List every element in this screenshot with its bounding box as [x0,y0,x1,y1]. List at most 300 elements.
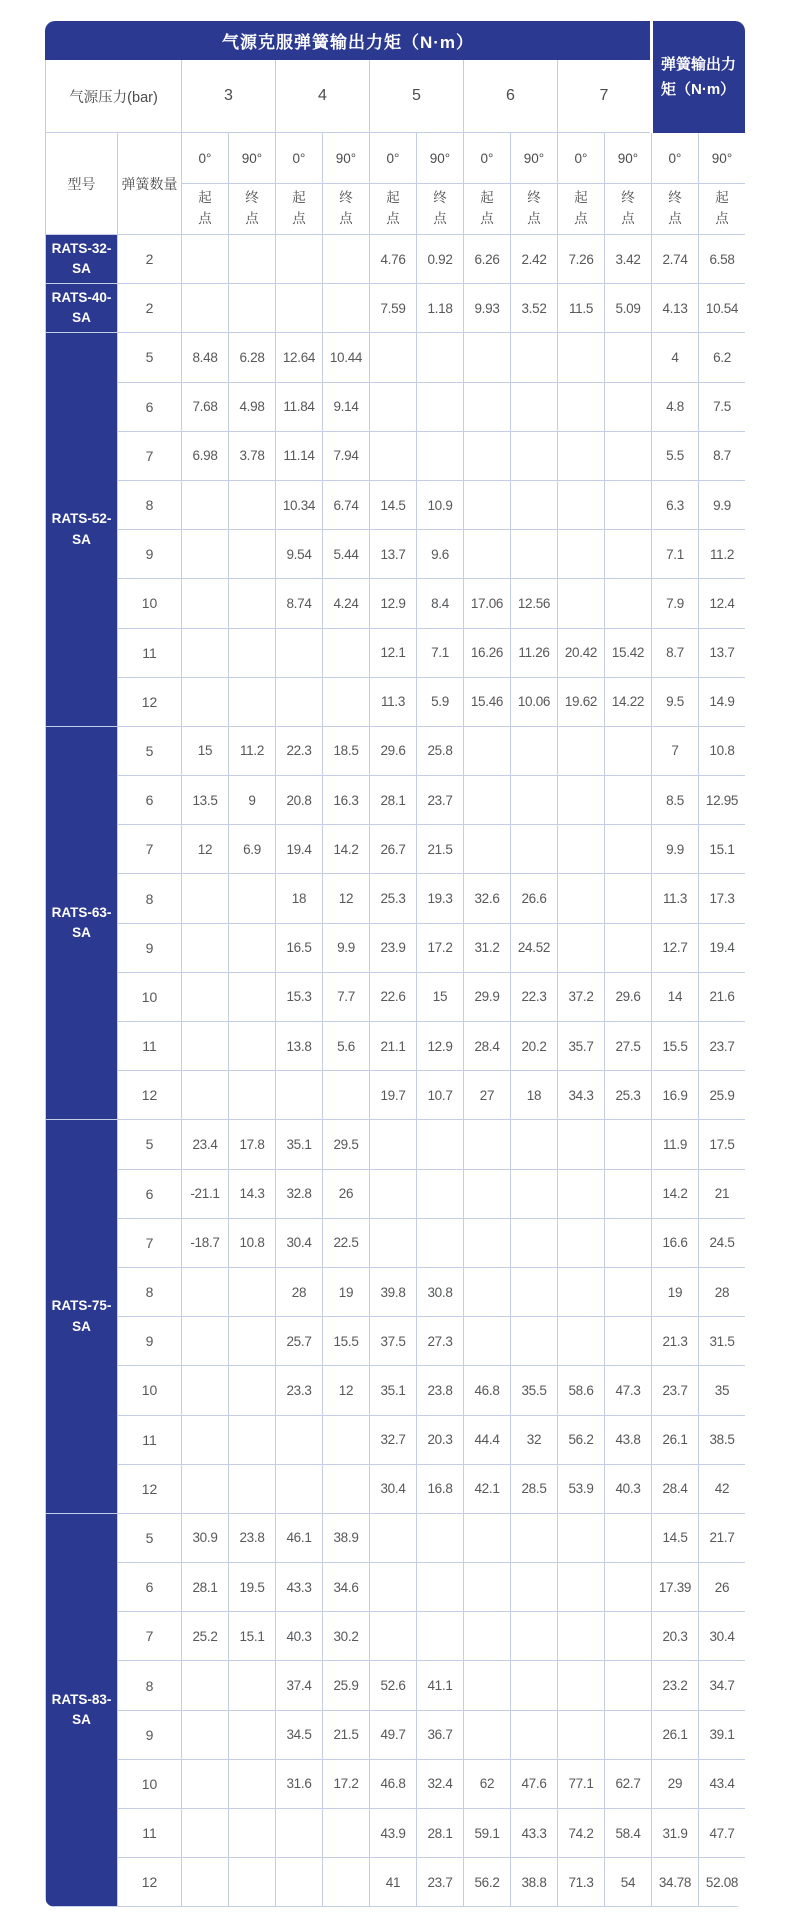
value-cell [464,382,511,431]
value-cell: 23.9 [370,923,417,972]
value-cell [276,1415,323,1464]
value-cell [182,1366,229,1415]
value-cell [229,1267,276,1316]
table-row [46,1858,746,1907]
value-cell: 8.5 [652,776,699,825]
value-cell: 62 [464,1759,511,1808]
value-cell: 17.8 [229,1120,276,1169]
value-cell [417,1218,464,1267]
value-cell: 29 [652,1759,699,1808]
value-cell: 14.3 [229,1169,276,1218]
value-cell: 77.1 [558,1759,605,1808]
value-cell [229,1858,276,1907]
value-cell [417,1612,464,1661]
value-cell: 16.6 [652,1218,699,1267]
point-header: 终点 [511,184,558,235]
value-cell: 7.1 [652,530,699,579]
value-cell: 12.1 [370,628,417,677]
value-cell: 19.5 [229,1563,276,1612]
value-cell [558,726,605,775]
value-cell [417,333,464,382]
table-row [46,1366,746,1415]
value-cell: 46.8 [370,1759,417,1808]
value-cell [558,579,605,628]
value-cell [370,1513,417,1562]
value-cell: 28 [276,1267,323,1316]
point-header: 终点 [605,184,652,235]
value-cell: 35.5 [511,1366,558,1415]
value-cell: 15.46 [464,677,511,726]
table-row [46,1464,746,1513]
value-cell [464,1612,511,1661]
spring-count-column-header: 弹簧数量 [118,133,182,235]
value-cell: 42 [699,1464,746,1513]
spring-count-cell: 2 [118,235,182,284]
value-cell [558,1120,605,1169]
value-cell: 30.2 [323,1612,370,1661]
value-cell [182,235,229,284]
value-cell: 9.9 [699,480,746,529]
value-cell [229,480,276,529]
value-cell: 22.5 [323,1218,370,1267]
value-cell [464,1513,511,1562]
value-cell: 3.42 [605,235,652,284]
value-cell: 6.98 [182,431,229,480]
value-cell [558,431,605,480]
value-cell: 43.9 [370,1809,417,1858]
value-cell: 39.1 [699,1710,746,1759]
value-cell [417,1169,464,1218]
table-row [46,825,746,874]
table-row [46,1563,746,1612]
value-cell: 18 [276,874,323,923]
header-row-pressure [46,60,746,133]
value-cell: 43.3 [511,1809,558,1858]
value-cell [417,1563,464,1612]
table-row [46,530,746,579]
value-cell: 16.26 [464,628,511,677]
value-cell: 40.3 [276,1612,323,1661]
spring-count-cell: 12 [118,677,182,726]
value-cell: 6.2 [699,333,746,382]
value-cell: 62.7 [605,1759,652,1808]
point-header: 起点 [370,184,417,235]
value-cell [558,776,605,825]
value-cell [229,1071,276,1120]
value-cell: 11.2 [229,726,276,775]
value-cell [511,1661,558,1710]
value-cell: 15 [182,726,229,775]
value-cell: 27.3 [417,1317,464,1366]
value-cell: 26.1 [652,1415,699,1464]
value-cell [558,1661,605,1710]
value-cell [370,382,417,431]
value-cell: 30.9 [182,1513,229,1562]
value-cell: 19.3 [417,874,464,923]
value-cell: 22.3 [511,972,558,1021]
value-cell [605,874,652,923]
value-cell: 56.2 [464,1858,511,1907]
value-cell: 4.13 [652,284,699,333]
value-cell: 26.7 [370,825,417,874]
spring-count-cell: 5 [118,1513,182,1562]
value-cell: 32.7 [370,1415,417,1464]
value-cell [605,382,652,431]
value-cell: 4.8 [652,382,699,431]
pressure-3: 3 [182,60,276,133]
value-cell: -18.7 [182,1218,229,1267]
value-cell [511,1317,558,1366]
value-cell [229,923,276,972]
spring-output-title: 弹簧输出力矩（N·m） [652,22,746,133]
value-cell [276,1464,323,1513]
value-cell: 4 [652,333,699,382]
value-cell: 26.6 [511,874,558,923]
value-cell [229,1317,276,1366]
value-cell [182,1071,229,1120]
value-cell [511,1563,558,1612]
value-cell: 59.1 [464,1809,511,1858]
value-cell: 37.2 [558,972,605,1021]
value-cell: 43.8 [605,1415,652,1464]
spring-count-cell: 5 [118,726,182,775]
value-cell: 9.93 [464,284,511,333]
table-body [46,235,746,1907]
value-cell [323,1415,370,1464]
value-cell: 29.5 [323,1120,370,1169]
value-cell: 5.5 [652,431,699,480]
spring-count-cell: 10 [118,1366,182,1415]
value-cell: 4.98 [229,382,276,431]
value-cell: 38.8 [511,1858,558,1907]
value-cell [558,874,605,923]
value-cell: 34.7 [699,1661,746,1710]
table-row [46,1661,746,1710]
value-cell [229,1661,276,1710]
value-cell [182,284,229,333]
value-cell: 12.9 [370,579,417,628]
value-cell: 13.7 [370,530,417,579]
value-cell [370,1563,417,1612]
value-cell: 25.7 [276,1317,323,1366]
spring-count-cell: 12 [118,1858,182,1907]
value-cell: 8.48 [182,333,229,382]
value-cell [464,726,511,775]
value-cell: 15.5 [323,1317,370,1366]
value-cell [511,1513,558,1562]
value-cell: 20.3 [652,1612,699,1661]
value-cell [229,530,276,579]
value-cell: 11.9 [652,1120,699,1169]
value-cell [417,382,464,431]
value-cell: 6.3 [652,480,699,529]
value-cell: 3.78 [229,431,276,480]
value-cell [558,1317,605,1366]
value-cell: 19 [652,1267,699,1316]
value-cell: 39.8 [370,1267,417,1316]
value-cell: 30.8 [417,1267,464,1316]
model-column-header: 型号 [46,133,118,235]
value-cell: 16.9 [652,1071,699,1120]
model-cell: RATS-52-SA [46,333,118,727]
value-cell [464,333,511,382]
value-cell [182,480,229,529]
value-cell: 10.06 [511,677,558,726]
value-cell: 2.74 [652,235,699,284]
value-cell [605,1218,652,1267]
value-cell [182,1267,229,1316]
value-cell [229,1809,276,1858]
value-cell [558,480,605,529]
value-cell: 46.8 [464,1366,511,1415]
value-cell: 49.7 [370,1710,417,1759]
value-cell: 28.1 [182,1563,229,1612]
value-cell: 38.5 [699,1415,746,1464]
value-cell: 9.9 [323,923,370,972]
value-cell: 3.52 [511,284,558,333]
value-cell [605,1169,652,1218]
spring-count-cell: 12 [118,1464,182,1513]
value-cell: -21.1 [182,1169,229,1218]
value-cell: 12.64 [276,333,323,382]
value-cell: 17.5 [699,1120,746,1169]
value-cell [417,431,464,480]
value-cell [464,1169,511,1218]
value-cell: 10.8 [229,1218,276,1267]
value-cell [182,1317,229,1366]
value-cell [229,1415,276,1464]
main-title: 气源克服弹簧输出力矩（N·m） [46,22,652,60]
value-cell: 31.5 [699,1317,746,1366]
value-cell [605,1513,652,1562]
value-cell: 15.5 [652,1022,699,1071]
value-cell: 7.59 [370,284,417,333]
value-cell [511,530,558,579]
spring-count-cell: 7 [118,825,182,874]
value-cell: 8.4 [417,579,464,628]
model-cell: RATS-63-SA [46,726,118,1120]
value-cell: 11.84 [276,382,323,431]
value-cell: 0.92 [417,235,464,284]
spring-count-cell: 11 [118,1022,182,1071]
value-cell [605,1317,652,1366]
value-cell: 10.7 [417,1071,464,1120]
value-cell [511,1120,558,1169]
value-cell: 2.42 [511,235,558,284]
value-cell [511,726,558,775]
value-cell [464,1120,511,1169]
value-cell [464,1710,511,1759]
value-cell: 17.2 [323,1759,370,1808]
point-header: 起点 [558,184,605,235]
value-cell [229,874,276,923]
value-cell: 47.6 [511,1759,558,1808]
value-cell [229,972,276,1021]
pressure-7: 7 [558,60,652,133]
value-cell: 37.4 [276,1661,323,1710]
table-row [46,1120,746,1169]
value-cell: 5.44 [323,530,370,579]
value-cell: 4.76 [370,235,417,284]
model-cell: RATS-83-SA [46,1513,118,1907]
value-cell: 5.09 [605,284,652,333]
value-cell [417,1120,464,1169]
value-cell [182,874,229,923]
value-cell: 13.7 [699,628,746,677]
value-cell [605,1710,652,1759]
spring-count-cell: 9 [118,923,182,972]
value-cell [323,284,370,333]
deg-header: 90° [323,133,370,184]
value-cell: 7.1 [417,628,464,677]
value-cell: 25.3 [370,874,417,923]
value-cell: 23.2 [652,1661,699,1710]
value-cell: 16.3 [323,776,370,825]
value-cell [370,1218,417,1267]
value-cell: 21 [699,1169,746,1218]
value-cell [558,1267,605,1316]
deg-header: 0° [464,133,511,184]
value-cell: 44.4 [464,1415,511,1464]
table-row [46,1415,746,1464]
value-cell [558,1710,605,1759]
table-row [46,972,746,1021]
value-cell [370,431,417,480]
value-cell: 31.2 [464,923,511,972]
value-cell [182,1661,229,1710]
model-cell: RATS-40-SA [46,284,118,333]
value-cell: 34.5 [276,1710,323,1759]
value-cell: 21.1 [370,1022,417,1071]
point-header: 起点 [276,184,323,235]
spec-sheet [45,21,745,1907]
value-cell: 47.7 [699,1809,746,1858]
value-cell: 10.34 [276,480,323,529]
value-cell [229,677,276,726]
value-cell [511,776,558,825]
value-cell: 23.7 [417,1858,464,1907]
value-cell [511,1169,558,1218]
value-cell: 16.8 [417,1464,464,1513]
value-cell: 13.8 [276,1022,323,1071]
value-cell: 12 [323,874,370,923]
value-cell: 4.24 [323,579,370,628]
value-cell: 11.2 [699,530,746,579]
value-cell: 32.8 [276,1169,323,1218]
value-cell: 7 [652,726,699,775]
spring-count-cell: 10 [118,972,182,1021]
table-row [46,1612,746,1661]
value-cell [182,1415,229,1464]
point-header: 终点 [323,184,370,235]
value-cell: 12 [182,825,229,874]
value-cell: 26 [323,1169,370,1218]
value-cell [558,1513,605,1562]
deg-header: 90° [417,133,464,184]
value-cell: 40.3 [605,1464,652,1513]
value-cell [182,1464,229,1513]
spring-count-cell: 8 [118,1267,182,1316]
value-cell: 9.54 [276,530,323,579]
value-cell: 58.6 [558,1366,605,1415]
value-cell [370,1612,417,1661]
value-cell [605,1120,652,1169]
value-cell: 38.9 [323,1513,370,1562]
deg-header: 90° [605,133,652,184]
table-row [46,1071,746,1120]
value-cell: 23.7 [652,1366,699,1415]
value-cell [182,1759,229,1808]
table-row [46,874,746,923]
value-cell [276,284,323,333]
pressure-5: 5 [370,60,464,133]
value-cell: 15.1 [699,825,746,874]
value-cell: 21.7 [699,1513,746,1562]
value-cell [323,677,370,726]
spring-count-cell: 7 [118,1612,182,1661]
value-cell: 12.7 [652,923,699,972]
value-cell: 25.3 [605,1071,652,1120]
value-cell: 12.4 [699,579,746,628]
value-cell: 18 [511,1071,558,1120]
spring-count-cell: 10 [118,1759,182,1808]
value-cell: 8.7 [652,628,699,677]
value-cell: 5.6 [323,1022,370,1071]
value-cell: 25.9 [699,1071,746,1120]
value-cell [182,972,229,1021]
value-cell: 7.9 [652,579,699,628]
value-cell: 29.6 [370,726,417,775]
value-cell: 20.2 [511,1022,558,1071]
deg-header: 90° [511,133,558,184]
value-cell: 8.7 [699,431,746,480]
value-cell: 20.42 [558,628,605,677]
spring-count-cell: 9 [118,1317,182,1366]
value-cell: 53.9 [558,1464,605,1513]
value-cell: 15 [417,972,464,1021]
value-cell: 21.5 [323,1710,370,1759]
value-cell: 43.4 [699,1759,746,1808]
value-cell: 19 [323,1267,370,1316]
value-cell [605,776,652,825]
value-cell [323,1071,370,1120]
table-row [46,923,746,972]
value-cell [276,1809,323,1858]
spring-count-cell: 5 [118,1120,182,1169]
spring-count-cell: 10 [118,579,182,628]
value-cell: 11.3 [652,874,699,923]
value-cell [276,1071,323,1120]
value-cell: 28.1 [417,1809,464,1858]
value-cell: 37.5 [370,1317,417,1366]
value-cell [182,1858,229,1907]
value-cell: 9.14 [323,382,370,431]
value-cell: 32.6 [464,874,511,923]
value-cell [182,579,229,628]
value-cell: 15.1 [229,1612,276,1661]
value-cell [605,1563,652,1612]
deg-header: 90° [699,133,746,184]
value-cell [558,923,605,972]
value-cell: 52.08 [699,1858,746,1907]
value-cell: 12.56 [511,579,558,628]
value-cell: 6.58 [699,235,746,284]
value-cell: 35.7 [558,1022,605,1071]
table-row [46,776,746,825]
value-cell [229,284,276,333]
value-cell [511,480,558,529]
spring-count-cell: 5 [118,333,182,382]
